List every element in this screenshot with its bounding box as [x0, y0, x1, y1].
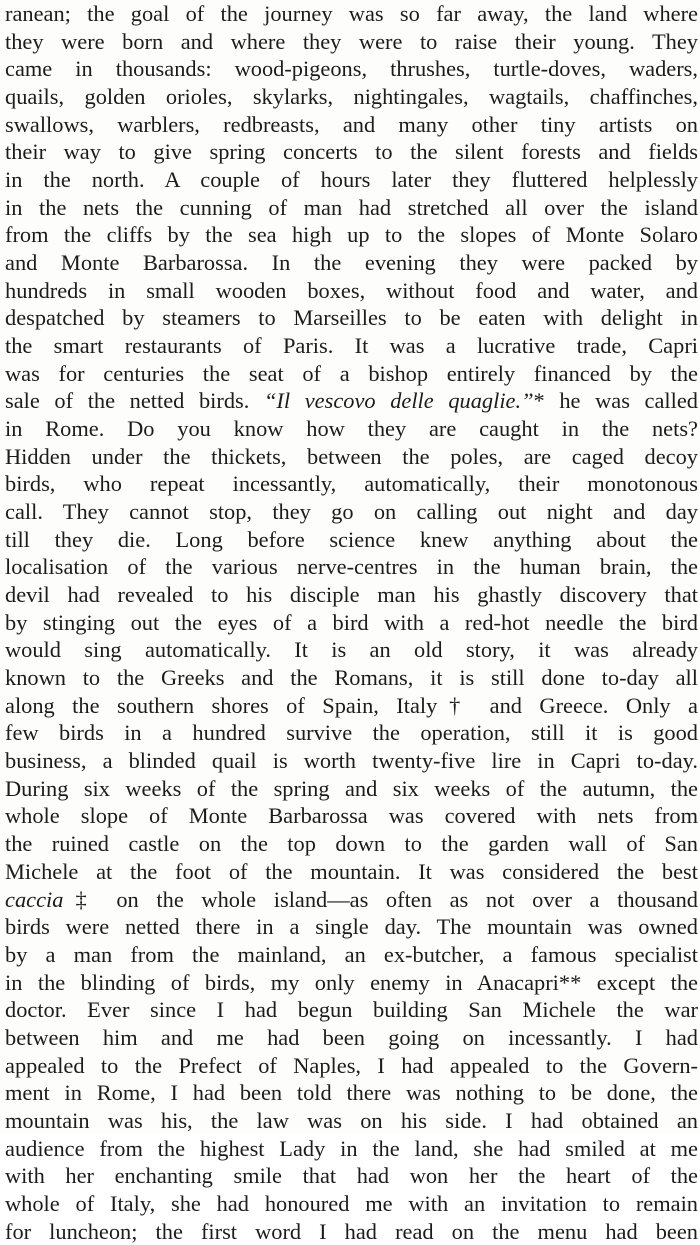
text-line — [5, 664, 698, 692]
text-line — [5, 1162, 698, 1190]
text-run: swallows, warblers, redbreasts, and many other tiny artists on — [5, 111, 698, 137]
text-line — [5, 996, 698, 1024]
text-run: sale of the netted birds. — [5, 388, 264, 414]
text-line — [5, 111, 698, 139]
text-line — [5, 194, 698, 222]
text-run: whole of Italy, she had honoured me with an invitation to remain — [5, 1190, 698, 1216]
text-run: with her enchanting smile that had won her the heart of the — [5, 1163, 698, 1189]
text-line — [5, 858, 698, 886]
text-line — [5, 83, 698, 111]
text-run: came in thousands: wood-pigeons, thrushes, turtle-doves, waders, — [5, 56, 698, 82]
text-line — [5, 138, 698, 166]
text-run: along the southern shores of Spain, Italy† and Greece. Only a — [5, 692, 698, 718]
text-run: devil had revealed to his disciple man his ghastly discovery that — [5, 582, 698, 608]
body-text — [5, 0, 698, 1245]
text-run: in Rome. Do you know how they are caught in the nets? — [5, 416, 698, 442]
text-run: in the north. A couple of hours later they fluttered helplessly — [5, 167, 698, 193]
text-run: quails, golden orioles, skylarks, nightingales, wagtails, chaffinches, — [5, 84, 698, 110]
text-line — [5, 0, 698, 28]
text-run: ranean; the goal of the journey was so far away, the land where — [5, 1, 698, 26]
text-line — [5, 1218, 698, 1245]
text-line — [5, 498, 698, 526]
text-line — [5, 581, 698, 609]
text-run: till they die. Long before science knew anything about the — [5, 526, 698, 552]
text-run: birds, who repeat incessantly, automatically, their monotonous — [5, 471, 698, 497]
italic-phrase: “Il vescovo delle quaglie.” — [263, 388, 534, 414]
text-run: ment in Rome, I had been told there was nothing to be done, the — [5, 1080, 698, 1106]
text-line — [5, 221, 698, 249]
text-run: for luncheon; the first word I had read on the menu had been — [5, 1218, 698, 1244]
text-line — [5, 913, 698, 941]
text-run: hundreds in small wooden boxes, without food and water, and — [5, 277, 698, 303]
text-line — [5, 1079, 698, 1107]
text-run: appealed to the Prefect of Naples, I had appealed to the Govern- — [5, 1052, 698, 1078]
text-run: and Monte Barbarossa. In the evening they were packed by — [5, 250, 698, 276]
text-run: was for centuries the seat of a bishop entirely financed by the — [5, 360, 698, 386]
text-line — [5, 636, 698, 664]
text-run: would sing automatically. It is an old story, it was already — [5, 637, 698, 663]
text-line — [5, 415, 698, 443]
text-run: Hidden under the thickets, between the poles, are caged decoy — [5, 443, 698, 469]
text-line — [5, 802, 698, 830]
text-line — [5, 747, 698, 775]
text-line — [5, 1107, 698, 1135]
text-run: During six weeks of the spring and six weeks of the autumn, the — [5, 775, 698, 801]
text-line — [5, 775, 698, 803]
text-line — [5, 719, 698, 747]
text-line — [5, 886, 698, 914]
text-line — [5, 1190, 698, 1218]
text-line — [5, 1052, 698, 1080]
text-line — [5, 969, 698, 997]
text-run: their way to give spring concerts to the silent forests and fields — [5, 139, 698, 165]
text-run: by stinging out the eyes of a bird with a red-hot needle the bird — [5, 609, 698, 635]
text-run: the smart restaurants of Paris. It was a lucrative trade, Capri — [5, 333, 698, 359]
text-line — [5, 166, 698, 194]
text-line — [5, 443, 698, 471]
text-run: from the cliffs by the sea high up to the slopes of Monte Solaro — [5, 222, 698, 248]
text-run: doctor. Ever since I had begun building San Michele the war — [5, 997, 698, 1023]
text-run: despatched by steamers to Marseilles to be eaten with delight in — [5, 305, 698, 331]
text-run: Michele at the foot of the mountain. It was considered the best — [5, 858, 698, 884]
text-line — [5, 304, 698, 332]
text-line — [5, 553, 698, 581]
text-run: call. They cannot stop, they go on calling out night and day — [5, 499, 698, 525]
text-run: they were born and where they were to raise their young. They — [5, 28, 698, 54]
text-line — [5, 526, 698, 554]
text-run: mountain was his, the law was on his side. I had obtained an — [5, 1107, 698, 1133]
text-line — [5, 28, 698, 56]
text-run: * he was called — [533, 388, 698, 414]
text-line — [5, 249, 698, 277]
text-line — [5, 387, 698, 415]
text-line — [5, 941, 698, 969]
text-line — [5, 277, 698, 305]
text-run: audience from the highest Lady in the land, she had smiled at me — [5, 1135, 698, 1161]
text-run: ‡ on the whole island—as often as not over a thousand — [63, 886, 698, 912]
text-line — [5, 470, 698, 498]
text-line — [5, 609, 698, 637]
text-run: business, a blinded quail is worth twenty-five lire in Capri to-day. — [5, 748, 698, 774]
text-line — [5, 830, 698, 858]
text-run: few birds in a hundred survive the operation, still it is good — [5, 720, 698, 746]
text-run: by a man from the mainland, an ex-butcher, a famous specialist — [5, 941, 698, 967]
text-run: whole slope of Monte Barbarossa was covered with nets from — [5, 803, 698, 829]
text-run: birds were netted there in a single day. The mountain was owned — [5, 914, 698, 940]
text-run: known to the Greeks and the Romans, it is still done to-day all — [5, 665, 698, 691]
text-line — [5, 1024, 698, 1052]
text-run: in the nets the cunning of man had stretched all over the island — [5, 194, 698, 220]
text-line — [5, 1135, 698, 1163]
text-run: localisation of the various nerve-centres in the human brain, the — [5, 554, 698, 580]
text-line — [5, 55, 698, 83]
text-line — [5, 332, 698, 360]
text-line — [5, 360, 698, 388]
text-run: the ruined castle on the top down to the garden wall of San — [5, 831, 698, 857]
text-run: in the blinding of birds, my only enemy in Anacapri** except the — [5, 969, 698, 995]
text-run: between him and me had been going on incessantly. I had — [5, 1024, 698, 1050]
italic-phrase: caccia — [5, 886, 64, 912]
text-line — [5, 692, 698, 720]
